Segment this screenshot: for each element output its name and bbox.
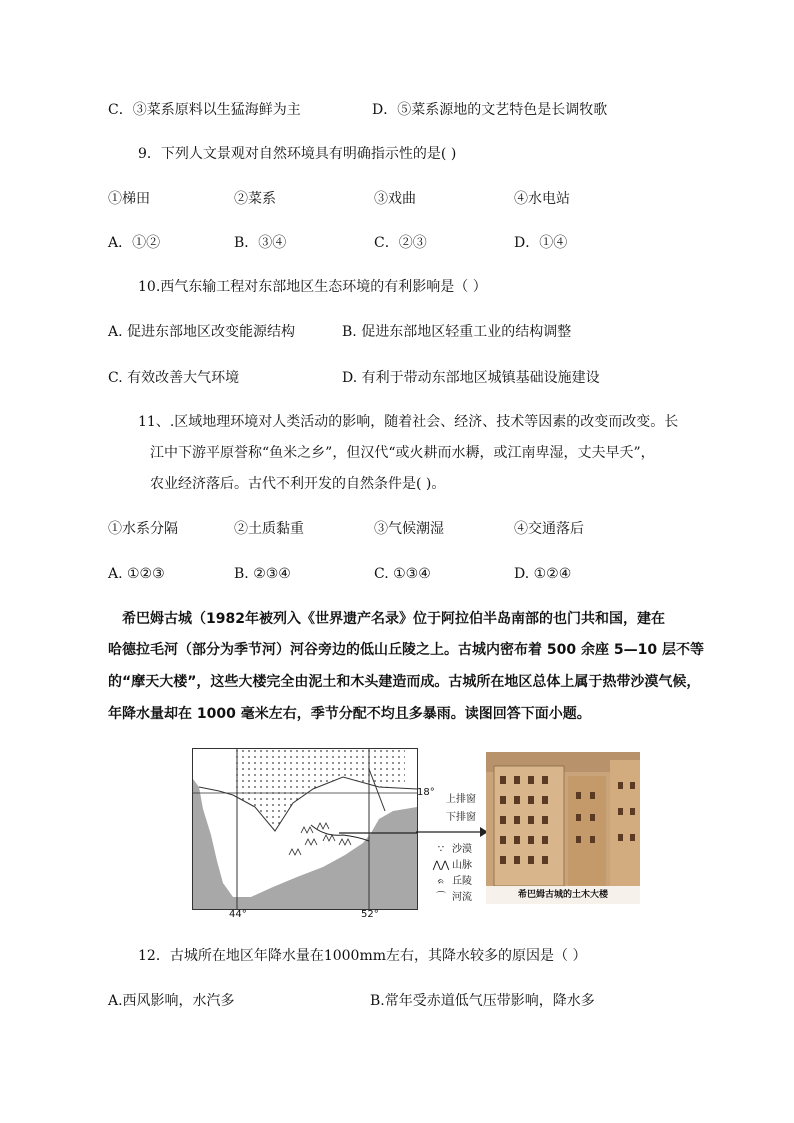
- text-line-2: D．⑤菜系源地的文艺特色是长调牧歌: [372, 102, 608, 118]
- lon-left-label: 44°: [229, 909, 247, 920]
- text-line-20: ①水系分隔: [108, 521, 178, 537]
- text-line-8: A．①②: [108, 235, 161, 251]
- mountain-symbols: [289, 823, 351, 855]
- desert-area: [233, 749, 405, 831]
- arrow: [416, 826, 488, 840]
- text-line-32: 12．古城所在地区年降水量在1000mm左右，其降水较多的原因是（ ）: [138, 948, 587, 964]
- upper-window-label: 上排窗: [446, 794, 476, 805]
- text-line-30: 的“摩天大楼”，这些大楼完全由泥土和木头建造而成。古城所在地区总体上属于热带沙漠气候，: [108, 674, 701, 690]
- river-icon: ⌒: [436, 892, 446, 903]
- mountain-icon: ⋀⋀: [432, 860, 450, 871]
- text-line-15: C. 有效改善大气环境: [108, 370, 240, 386]
- map-figure: [192, 748, 644, 920]
- text-line-9: B．③④: [234, 235, 287, 251]
- building-photo: [486, 752, 640, 904]
- lat-label: 18°: [417, 787, 435, 798]
- dots-icon: ∵: [437, 844, 445, 855]
- text-line-34: B.常年受赤道低气压带影响，降水多: [370, 993, 595, 1009]
- map-svg: [193, 749, 417, 909]
- text-line-3: 9．下列人文景观对自然环境具有明确指示性的是( ): [138, 146, 457, 162]
- text-line-16: D. 有利于带动东部地区城镇基础设施建设: [342, 370, 600, 386]
- arabian-peninsula-map: [192, 748, 435, 920]
- text-line-5: ②菜系: [234, 191, 276, 207]
- text-line-23: ④交通落后: [514, 521, 584, 537]
- text-line-14: B. 促进东部地区轻重工业的结构调整: [342, 324, 572, 340]
- lon-right-label: 52°: [361, 909, 379, 920]
- text-line-1: C．③菜系原料以生猛海鲜为主: [108, 102, 301, 118]
- legend-mountain: ⋀⋀ 山脉: [430, 856, 472, 871]
- legend-desert: ∵ 沙漠: [430, 840, 472, 855]
- text-line-13: A. 促进东部地区改变能源结构: [108, 324, 296, 340]
- text-line-12: 10.西气东输工程对东部地区生态环境的有利影响是（ ）: [138, 279, 487, 295]
- text-line-29: 哈德拉毛河（部分为季节河）河谷旁边的低山丘陵之上。古城内密布着 500 余座 5—10 层不等: [108, 642, 704, 658]
- text-line-31: 年降水量却在 1000 毫米左右，季节分配不均且多暴雨。读图回答下面小题。: [108, 706, 591, 722]
- text-line-21: ②土质黏重: [234, 521, 304, 537]
- text-line-24: A. ①②③: [108, 566, 165, 582]
- text-line-6: ③戏曲: [374, 191, 416, 207]
- text-line-19: 农业经济落后。古代不利开发的自然条件是( )。: [150, 476, 446, 492]
- text-line-17: 11、.区域地理环境对人类活动的影响，随着社会、经济、技术等因素的改变而改变。长: [138, 414, 679, 430]
- legend-river: ⌒ 河流: [430, 888, 472, 903]
- text-line-27: D. ①②④: [514, 566, 572, 582]
- text-line-4: ①梯田: [108, 191, 150, 207]
- text-line-26: C. ①③④: [374, 566, 431, 582]
- text-line-33: A.西风影响，水汽多: [108, 993, 235, 1009]
- hill-icon: ᨑ: [437, 876, 445, 887]
- legend-hill: ᨑ 丘陵: [430, 872, 472, 887]
- text-line-11: D．①④: [514, 235, 568, 251]
- text-line-7: ④水电站: [514, 191, 570, 207]
- text-line-28: 希巴姆古城（1982年被列入《世界遗产名录》位于阿拉伯半岛南部的也门共和国，建在: [122, 611, 665, 627]
- photo-caption: 希巴姆古城的土木大楼: [486, 886, 640, 904]
- text-line-25: B. ②③④: [234, 566, 291, 582]
- text-line-18: 江中下游平原誉称“鱼米之乡”，但汉代“或火耕而水耨，或江南卑湿，丈夫早夭”，: [150, 445, 655, 461]
- lower-window-label: 下排窗: [446, 812, 476, 823]
- text-line-22: ③气候潮湿: [374, 521, 444, 537]
- text-line-10: C．②③: [374, 235, 427, 251]
- sea-area: [193, 779, 417, 909]
